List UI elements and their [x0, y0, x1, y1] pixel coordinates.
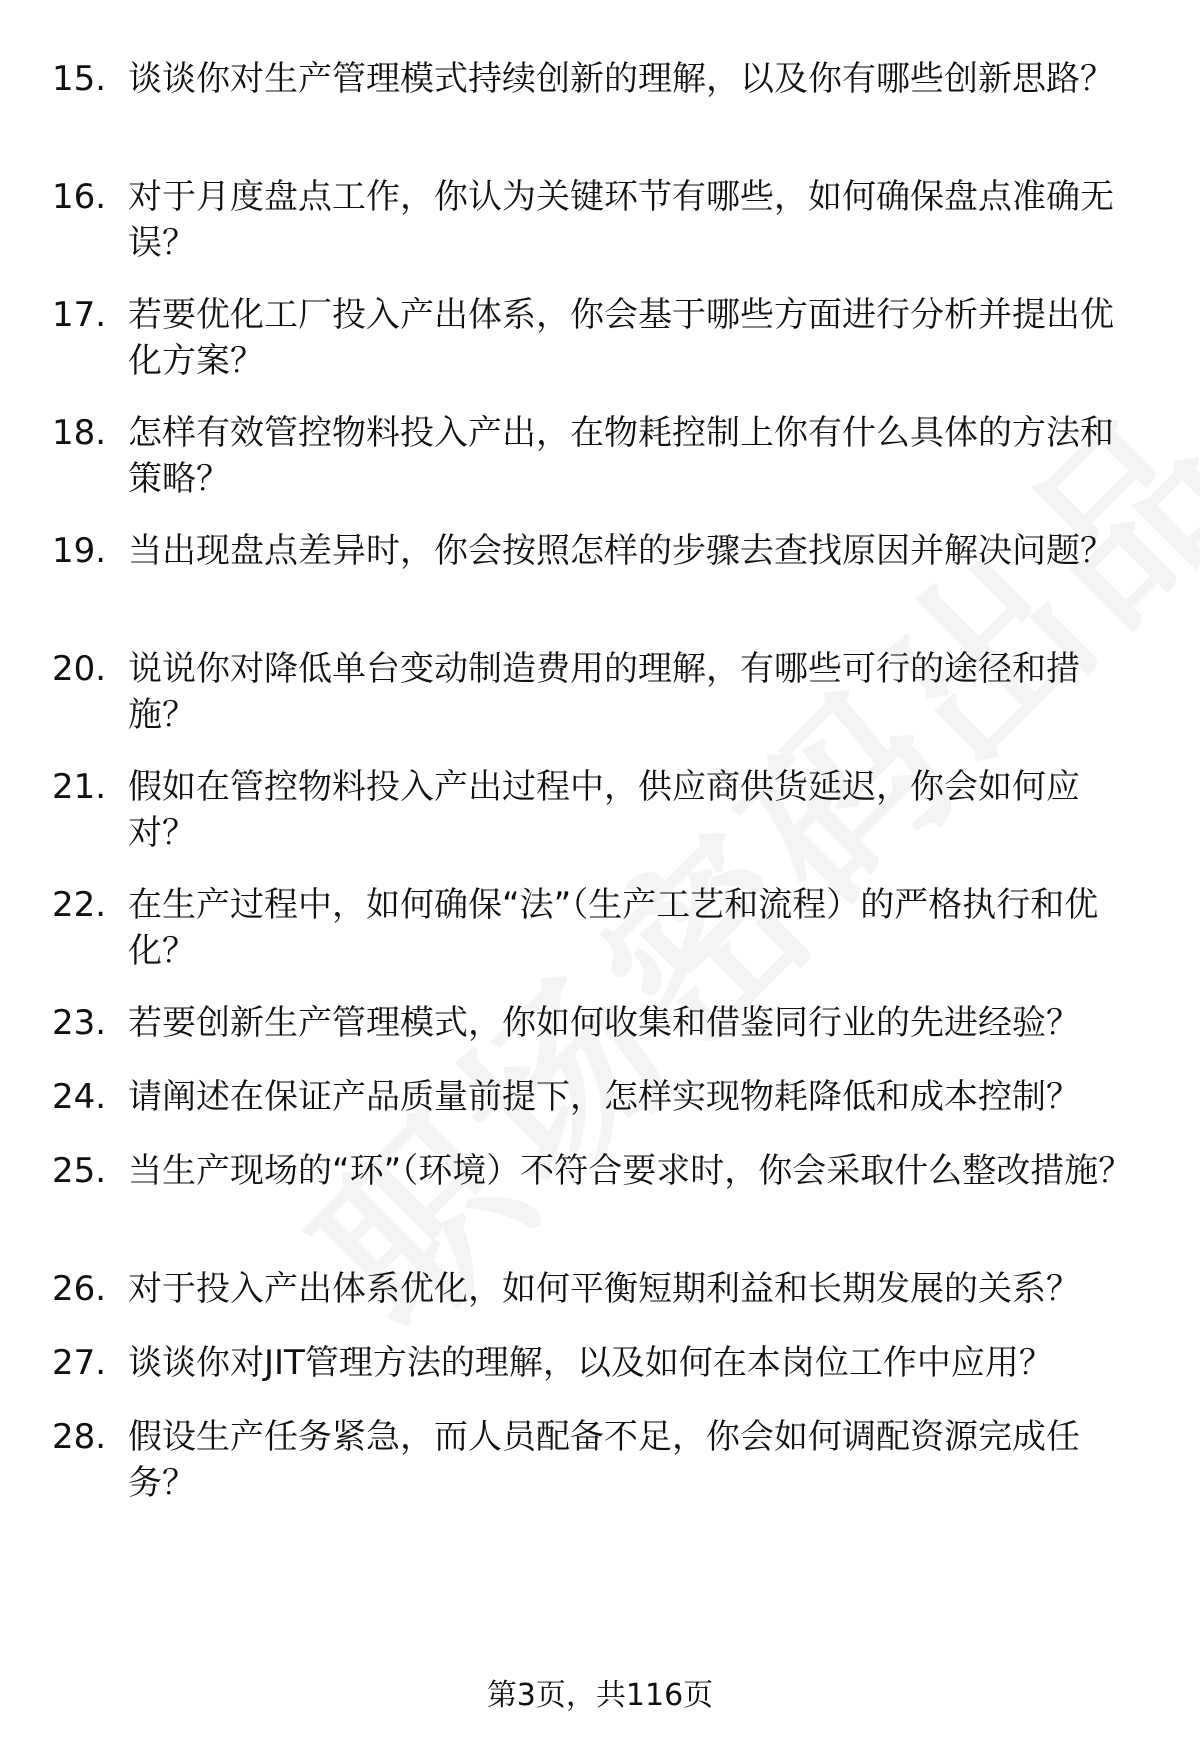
question-number: 25.: [52, 1151, 107, 1191]
question-text: 谈谈你对JIT管理方法的理解，以及如何在本岗位工作中应用？: [128, 1343, 1053, 1383]
question-number: 22.: [52, 885, 107, 925]
question-text: 说说你对降低单台变动制造费用的理解，有哪些可行的途径和措施？: [128, 649, 1080, 735]
question-text: 怎样有效管控物料投入产出，在物耗控制上你有什么具体的方法和策略？: [128, 413, 1114, 499]
question-number: 17.: [52, 295, 107, 335]
question-text: 假设生产任务紧急，而人员配备不足，你会如何调配资源完成任务？: [128, 1417, 1080, 1503]
question-number: 15.: [52, 59, 107, 99]
question-text: 在生产过程中，如何确保“法”（生产工艺和流程）的严格执行和优化？: [128, 885, 1099, 971]
question-number: 20.: [52, 649, 107, 689]
question-number: 26.: [52, 1269, 107, 1309]
question-number: 18.: [52, 413, 107, 453]
question-text: 当生产现场的“环”（环境）不符合要求时，你会采取什么整改措施？: [128, 1151, 1133, 1191]
question-text: 若要优化工厂投入产出体系，你会基于哪些方面进行分析并提出优化方案？: [128, 295, 1114, 381]
question-number: 27.: [52, 1343, 107, 1383]
question-text: 若要创新生产管理模式，你如何收集和借鉴同行业的先进经验？: [128, 1003, 1080, 1043]
question-number: 23.: [52, 1003, 107, 1043]
question-text: 对于投入产出体系优化，如何平衡短期利益和长期发展的关系？: [128, 1269, 1080, 1309]
question-text: 谈谈你对生产管理模式持续创新的理解，以及你有哪些创新思路？: [128, 59, 1114, 99]
question-text: 当出现盘点差异时，你会按照怎样的步骤去查找原因并解决问题？: [128, 531, 1114, 571]
question-text: 对于月度盘点工作，你认为关键环节有哪些，如何确保盘点准确无误？: [128, 177, 1114, 263]
question-number: 24.: [52, 1077, 107, 1117]
page-footer: 第3页，共116页: [486, 1678, 714, 1713]
question-text: 请阐述在保证产品质量前提下，怎样实现物耗降低和成本控制？: [128, 1077, 1080, 1117]
question-number: 16.: [52, 177, 107, 217]
question-number: 19.: [52, 531, 107, 571]
question-text: 假如在管控物料投入产出过程中，供应商供货延迟，你会如何应对？: [128, 767, 1080, 853]
question-number: 28.: [52, 1417, 107, 1457]
question-number: 21.: [52, 767, 107, 807]
